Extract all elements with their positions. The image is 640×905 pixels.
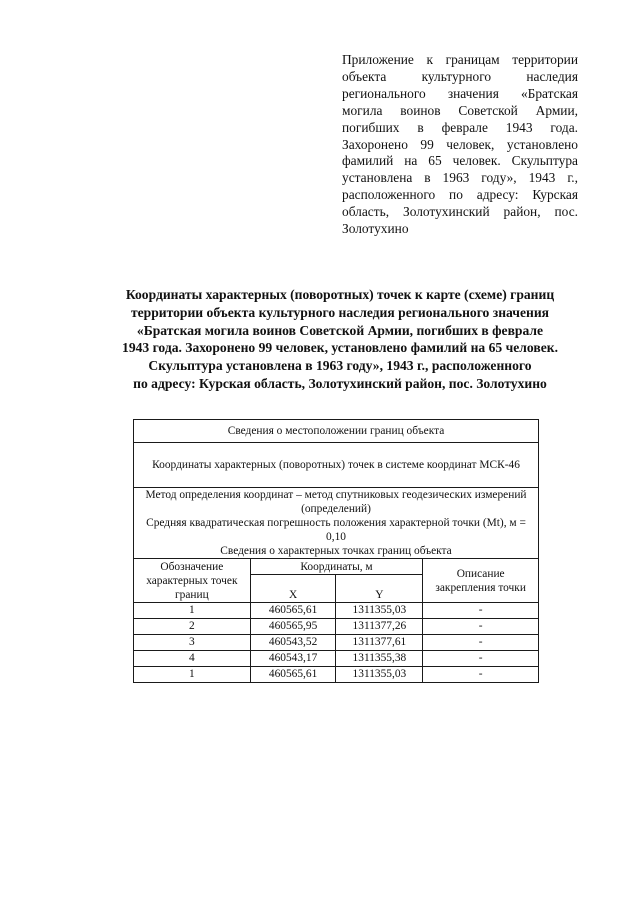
coordinate-system-cell bbox=[134, 443, 539, 488]
x-header: X bbox=[250, 575, 336, 603]
description-header: Описание закрепления точки bbox=[423, 559, 539, 603]
location-info-cell: Сведения о местоположении границ объекта bbox=[134, 420, 539, 443]
heading-line: Координаты характерных (поворотных) точек к карте (схеме) границ bbox=[125, 287, 555, 302]
x-cell: 460543,17 bbox=[250, 651, 336, 667]
description-cell: - bbox=[423, 619, 539, 635]
table-section-row bbox=[134, 420, 539, 443]
heading-line: территории объекта культурного наследия регионального значения bbox=[130, 304, 550, 320]
designation-header: Обозначение характерных точек границ bbox=[134, 559, 251, 603]
description-cell: - bbox=[423, 651, 539, 667]
heading-line: по адресу: Курская область, Золотухинский район, пос. Золотухино bbox=[133, 375, 547, 391]
description-cell: - bbox=[423, 667, 539, 683]
y-header: Y bbox=[336, 575, 423, 603]
y-cell: 1311355,03 bbox=[336, 667, 423, 683]
description-cell: - bbox=[423, 635, 539, 651]
table-row bbox=[134, 667, 539, 683]
y-cell: 1311355,38 bbox=[336, 651, 423, 667]
point-cell: 1 bbox=[134, 603, 251, 619]
x-cell: 460543,52 bbox=[250, 635, 336, 651]
point-cell: 1 bbox=[134, 667, 251, 683]
coordinate-system-text: Координаты характерных (поворотных) точек в системе координат МСК-46 bbox=[152, 459, 520, 471]
x-cell: 460565,95 bbox=[250, 619, 336, 635]
appendix-note-text: Приложение к границам территории объекта культурного наследия регионального значения «Братская могила воинов Советской Армии, погибших в феврале 1943 года. Захоронено 99 человек, установлено фамилий на 65 человек. Скульптура установлена в 1963 году», 1943 г., расположенного по адресу: Курская область, Золотухинский район, пос. Золотухино bbox=[342, 52, 578, 237]
table-header-row bbox=[134, 559, 539, 575]
coordinates-header: Координаты, м bbox=[250, 559, 423, 575]
y-cell: 1311377,26 bbox=[336, 619, 423, 635]
table-row bbox=[134, 651, 539, 667]
description-cell: - bbox=[423, 603, 539, 619]
heading-line: 1943 года. Захоронено 99 человек, установлено фамилий на 65 человек. bbox=[122, 340, 558, 356]
table-section-row bbox=[134, 443, 539, 488]
y-cell: 1311377,61 bbox=[336, 635, 423, 651]
table-row bbox=[134, 619, 539, 635]
table-row bbox=[134, 603, 539, 619]
table-row bbox=[134, 635, 539, 651]
point-cell: 3 bbox=[134, 635, 251, 651]
points-info-text: Сведения о характерных точках границ объекта bbox=[220, 545, 452, 557]
table-section-row bbox=[134, 488, 539, 559]
x-cell: 460565,61 bbox=[250, 603, 336, 619]
y-cell: 1311355,03 bbox=[336, 603, 423, 619]
x-cell: 460565,61 bbox=[250, 667, 336, 683]
heading-line: «Братская могила воинов Советской Армии, погибших в феврале bbox=[136, 322, 544, 338]
heading-line: Скульптура установлена в 1963 году», 1943 г., расположенного bbox=[148, 358, 532, 374]
document-heading bbox=[70, 286, 610, 393]
coordinates-table bbox=[133, 419, 539, 683]
point-cell: 4 bbox=[134, 651, 251, 667]
method-cell bbox=[134, 488, 539, 559]
point-cell: 2 bbox=[134, 619, 251, 635]
accuracy-text: Средняя квадратическая погрешность положения характерной точки (Mt), м = 0,10 bbox=[146, 517, 526, 543]
method-text: Метод определения координат – метод спутниковых геодезических измерений (определений) bbox=[145, 489, 527, 515]
appendix-note bbox=[342, 52, 578, 238]
